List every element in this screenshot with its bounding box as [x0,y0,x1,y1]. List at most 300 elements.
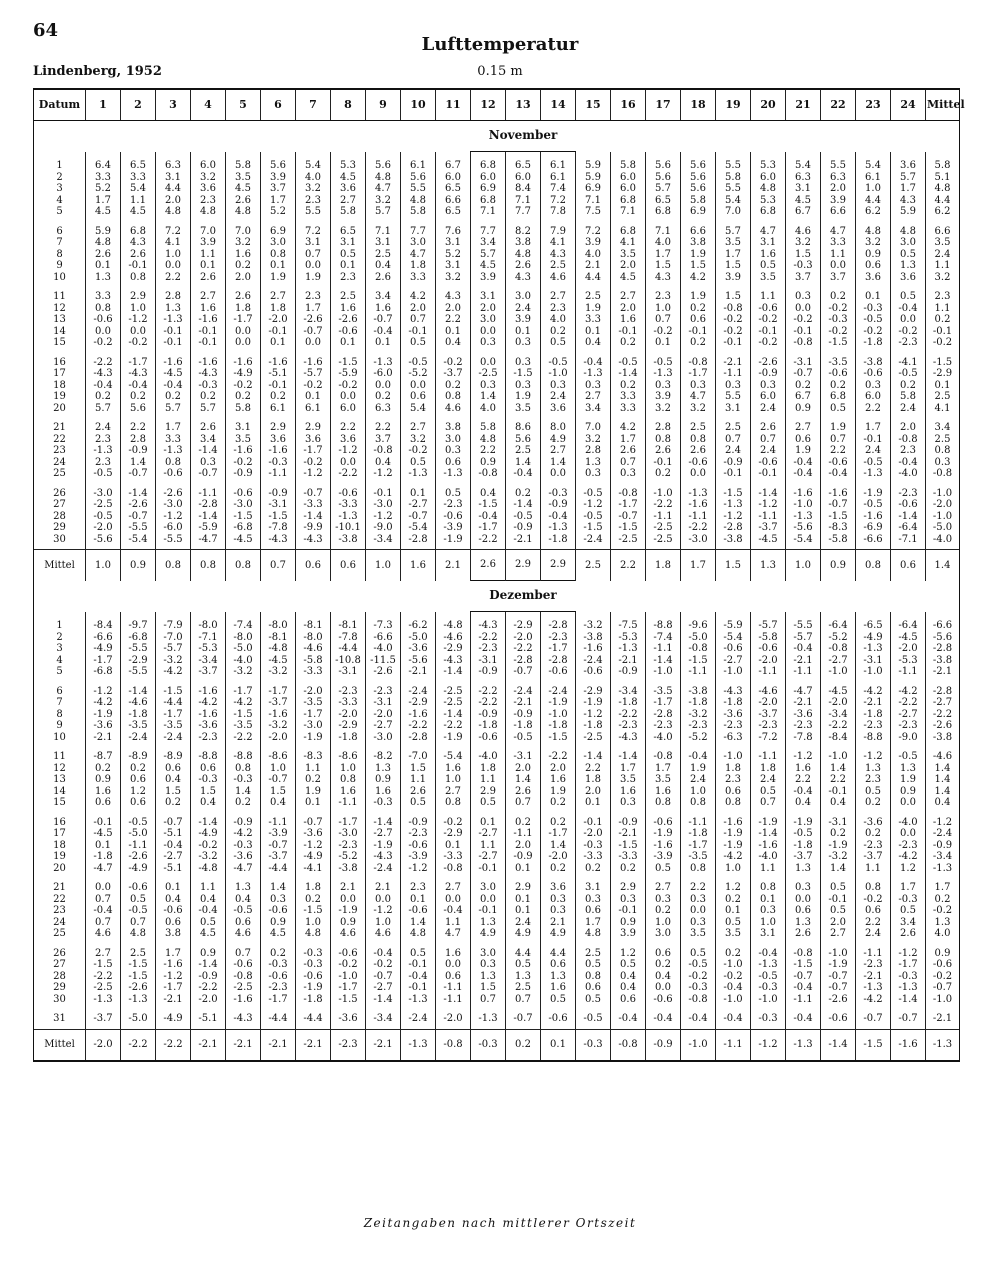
temperature-cell: -2.2 [471,697,506,709]
temperature-cell: -2.3 [786,720,821,732]
temperature-cell: 1.6 [331,303,366,315]
temperature-cell: -9.6 [681,620,716,632]
spacer-cell [191,1005,226,1013]
temperature-cell: -2.1 [611,655,646,667]
temperature-cell: 2.0 [891,422,926,434]
temperature-cell: 4.6 [331,928,366,940]
temperature-cell: -1.4 [121,686,156,698]
temperature-cell: -2.9 [121,655,156,667]
row-date: 19 [34,391,86,403]
temperature-cell: 5.7 [156,403,191,415]
temperature-cell: -3.6 [331,1013,366,1025]
spacer-cell [751,1005,786,1013]
temperature-cell: -2.4 [401,686,436,698]
temperature-cell: 3.2 [296,183,331,195]
temperature-cell: -0.7 [786,368,821,380]
temperature-cell: 0.5 [191,917,226,929]
temperature-cell: 3.9 [576,237,611,249]
mean-cell: -2.1 [191,1029,226,1061]
temperature-cell: 3.6 [856,272,891,284]
temperature-cell: 0.9 [786,403,821,415]
temperature-cell: 0.2 [226,391,261,403]
temperature-cell: 2.2 [786,774,821,786]
temperature-cell: -1.1 [786,994,821,1006]
temperature-cell: 1.9 [506,391,541,403]
temperature-cell: -3.7 [86,1013,121,1025]
temperature-cell: 1.3 [471,971,506,983]
spacer-cell [331,1005,366,1013]
temperature-cell: -0.1 [401,326,436,338]
temperature-cell: 0.1 [296,797,331,809]
temperature-cell: -2.9 [401,697,436,709]
temperature-cell: 1.7 [296,303,331,315]
temperature-cell: -1.9 [541,697,576,709]
spacer-cell [541,743,576,751]
temperature-cell: 2.3 [856,774,891,786]
temperature-cell: -1.0 [716,751,751,763]
spacer-cell [34,809,86,817]
temperature-cell: -1.3 [331,511,366,523]
temperature-cell: -1.9 [436,534,471,546]
temperature-cell: 2.1 [331,882,366,894]
mean-cell: -2.2 [156,1029,191,1061]
temperature-cell: 0.1 [86,260,121,272]
temperature-cell: 0.7 [471,994,506,1006]
temperature-cell: 0.1 [436,326,471,338]
spacer-cell [891,480,926,488]
temperature-cell: -0.4 [891,457,926,469]
temperature-cell: 4.6 [541,272,576,284]
spacer-cell [891,940,926,948]
temperature-cell: 5.8 [611,160,646,172]
temperature-cell: 0.3 [506,357,541,369]
temperature-cell: -2.2 [681,522,716,534]
temperature-cell: -0.2 [226,457,261,469]
table-row [34,499,960,511]
mean-cell: 0.9 [121,550,156,581]
row-date: 24 [34,457,86,469]
temperature-cell: 3.4 [366,291,401,303]
temperature-cell: 0.5 [401,337,436,349]
temperature-cell: 0.9 [611,917,646,929]
table-row [34,1013,960,1025]
temperature-cell: -1.5 [576,522,611,534]
temperature-cell: -0.2 [366,959,401,971]
temperature-cell: -4.7 [86,863,121,875]
spacer-cell [541,414,576,422]
temperature-cell: -1.3 [891,982,926,994]
temperature-cell: 1.9 [681,249,716,261]
temperature-cell: -5.2 [331,851,366,863]
temperature-cell: 0.2 [646,468,681,480]
temperature-cell: -0.9 [471,709,506,721]
temperature-cell: 1.3 [471,917,506,929]
temperature-cell: 0.1 [716,905,751,917]
temperature-cell: -0.2 [226,380,261,392]
table-row [34,488,960,500]
spacer-cell [821,874,856,882]
temperature-cell: 3.2 [226,237,261,249]
mean-cell: 0.9 [821,550,856,581]
temperature-cell: -2.9 [436,643,471,655]
temperature-cell: 5.7 [716,226,751,238]
temperature-cell: -3.9 [646,851,681,863]
temperature-cell: -7.0 [401,751,436,763]
temperature-cell: -4.7 [786,686,821,698]
temperature-cell: 2.3 [716,774,751,786]
temperature-cell: -0.2 [191,840,226,852]
temperature-cell: -5.1 [191,1013,226,1025]
row-date: 16 [34,817,86,829]
temperature-cell: 4.9 [541,928,576,940]
temperature-cell: 1.7 [646,763,681,775]
temperature-cell: 1.6 [786,763,821,775]
mean-cell: -1.0 [681,1029,716,1061]
row-date: 9 [34,260,86,272]
temperature-cell: -1.6 [576,643,611,655]
temperature-cell: -0.2 [681,971,716,983]
spacer-cell [261,874,296,882]
temperature-cell: 0.0 [471,894,506,906]
temperature-cell: 6.5 [121,160,156,172]
mean-cell: 0.1 [541,1029,576,1061]
temperature-cell: -1.5 [261,511,296,523]
temperature-cell: -3.2 [261,720,296,732]
table-row [34,905,960,917]
temperature-cell: 5.3 [331,160,366,172]
spacer-cell [226,874,261,882]
temperature-cell: -1.2 [786,751,821,763]
temperature-cell: -0.5 [646,357,681,369]
temperature-cell: 3.1 [576,882,611,894]
spacer-cell [86,678,121,686]
temperature-cell: 3.6 [541,403,576,415]
temperature-cell: 0.2 [261,391,296,403]
temperature-cell: -2.4 [121,732,156,744]
temperature-cell: -0.1 [716,468,751,480]
temperature-cell: -0.4 [576,357,611,369]
row-date: 5 [34,206,86,218]
temperature-cell: -0.7 [821,982,856,994]
spacer-row [34,218,960,226]
temperature-cell: -1.6 [261,445,296,457]
temperature-cell: -2.3 [681,720,716,732]
table-row [34,326,960,338]
temperature-cell: 1.1 [401,774,436,786]
temperature-cell: -0.7 [366,971,401,983]
temperature-cell: 0.7 [121,917,156,929]
spacer-cell [681,678,716,686]
temperature-cell: 3.3 [576,314,611,326]
temperature-cell: 3.8 [436,422,471,434]
temperature-cell: 0.6 [856,905,891,917]
temperature-cell: -1.1 [261,817,296,829]
spacer-cell [156,809,191,817]
spacer-cell [541,940,576,948]
temperature-cell: -0.4 [471,511,506,523]
temperature-cell: -4.5 [261,655,296,667]
temperature-cell: 7.2 [156,226,191,238]
temperature-cell: 1.0 [646,303,681,315]
spacer-cell [121,152,156,161]
temperature-cell: -0.7 [786,971,821,983]
temperature-cell: -0.6 [821,1013,856,1025]
temperature-cell: -3.6 [401,643,436,655]
spacer-cell [366,612,401,621]
temperature-cell: -1.1 [436,994,471,1006]
temperature-cell: 3.7 [366,434,401,446]
temperature-cell: -6.2 [401,620,436,632]
temperature-cell: 0.1 [506,863,541,875]
temperature-cell: 4.8 [296,928,331,940]
temperature-cell: 0.3 [611,468,646,480]
temperature-cell: -1.8 [471,720,506,732]
row-mean: 5.1 [926,172,960,184]
temperature-cell: -2.9 [506,620,541,632]
spacer-cell [226,809,261,817]
temperature-cell: 5.8 [891,391,926,403]
row-date: 25 [34,468,86,480]
temperature-cell: -0.7 [506,666,541,678]
temperature-cell: -4.5 [821,686,856,698]
temperature-cell: -1.4 [646,655,681,667]
temperature-cell: 3.1 [751,928,786,940]
temperature-cell: -1.1 [751,666,786,678]
temperature-cell: 4.8 [506,249,541,261]
temperature-cell: -0.9 [191,971,226,983]
temperature-cell: -0.3 [751,1013,786,1025]
spacer-cell [541,809,576,817]
temperature-cell: -1.1 [436,982,471,994]
spacer-cell [471,283,506,291]
spacer-cell [926,612,960,621]
row-mean: -0.2 [926,971,960,983]
temperature-cell: 2.4 [751,445,786,457]
temperature-cell: -3.8 [331,863,366,875]
temperature-cell: 0.4 [191,894,226,906]
temperature-cell: -0.2 [856,894,891,906]
spacer-cell [681,809,716,817]
temperature-cell: 7.0 [576,422,611,434]
temperature-cell: -5.5 [786,620,821,632]
temperature-cell: -0.3 [856,303,891,315]
temperature-cell: 4.2 [681,272,716,284]
temperature-cell: 2.5 [506,445,541,457]
temperature-cell: -2.4 [541,686,576,698]
temperature-cell: -1.5 [611,522,646,534]
temperature-cell: -1.8 [681,697,716,709]
temperature-cell: -1.6 [261,357,296,369]
temperature-cell: 2.2 [856,403,891,415]
spacer-cell [506,152,541,161]
temperature-cell: -1.4 [751,488,786,500]
temperature-cell: 3.2 [576,434,611,446]
temperature-cell: -1.9 [296,982,331,994]
row-date: 21 [34,882,86,894]
mean-cell: -2.1 [366,1029,401,1061]
temperature-cell: 3.8 [156,928,191,940]
station-year: Lindenberg, 1952 [33,64,162,79]
temperature-cell: -3.5 [156,720,191,732]
temperature-cell: 4.1 [611,237,646,249]
temperature-cell: -1.0 [716,666,751,678]
temperature-cell: -0.6 [261,905,296,917]
spacer-cell [156,612,191,621]
temperature-cell: 5.9 [576,172,611,184]
temperature-cell: 6.0 [751,391,786,403]
temperature-cell: -2.7 [891,709,926,721]
temperature-cell: 1.2 [716,882,751,894]
temperature-cell: 0.3 [471,380,506,392]
temperature-cell: 2.3 [191,195,226,207]
spacer-cell [471,349,506,357]
temperature-cell: 7.0 [191,226,226,238]
temperature-cell: -4.9 [226,368,261,380]
temperature-cell: 0.2 [191,391,226,403]
temperature-cell: -1.3 [156,445,191,457]
temperature-cell: 3.0 [891,237,926,249]
temperature-cell: -2.5 [86,982,121,994]
temperature-cell: -1.8 [576,720,611,732]
temperature-cell: -2.4 [156,732,191,744]
temperature-cell: -5.4 [121,534,156,546]
spacer-cell [541,612,576,621]
temperature-cell: -3.2 [821,851,856,863]
temperature-cell: -1.7 [471,522,506,534]
temperature-cell: -0.6 [156,905,191,917]
temperature-cell: -0.9 [261,488,296,500]
temperature-cell: -1.2 [296,468,331,480]
temperature-cell: 0.0 [296,337,331,349]
temperature-cell: 1.5 [191,786,226,798]
spacer-cell [856,480,891,488]
temperature-cell: 0.1 [401,488,436,500]
temperature-cell: 4.0 [576,249,611,261]
header-hour: 7 [296,89,331,121]
temperature-cell: 1.0 [681,786,716,798]
row-mean: -2.7 [926,697,960,709]
temperature-cell: -1.7 [646,697,681,709]
temperature-cell: 0.2 [821,291,856,303]
temperature-cell: 0.8 [226,763,261,775]
spacer-cell [191,743,226,751]
temperature-cell: 3.0 [471,948,506,960]
temperature-cell: 5.9 [86,226,121,238]
spacer-cell [821,218,856,226]
temperature-cell: -3.5 [226,720,261,732]
temperature-cell: -5.0 [121,1013,156,1025]
mean-cell: 0.6 [296,550,331,581]
temperature-cell: 2.4 [716,445,751,457]
temperature-cell: 7.1 [366,226,401,238]
row-date: 1 [34,620,86,632]
temperature-cell: 0.3 [646,894,681,906]
temperature-cell: 1.2 [121,786,156,798]
temperature-cell: 3.9 [261,172,296,184]
temperature-cell: -0.4 [366,326,401,338]
temperature-cell: 1.7 [611,763,646,775]
row-date: 20 [34,403,86,415]
temperature-cell: -0.1 [156,337,191,349]
temperature-cell: 0.2 [541,863,576,875]
temperature-cell: -3.0 [86,488,121,500]
temperature-cell: 0.1 [576,797,611,809]
temperature-cell: -5.8 [296,655,331,667]
spacer-cell [611,612,646,621]
temperature-cell: 1.6 [541,774,576,786]
temperature-cell: 3.1 [786,183,821,195]
spacer-cell [716,480,751,488]
temperature-cell: 5.4 [856,160,891,172]
temperature-cell: 3.7 [821,272,856,284]
temperature-cell: 5.4 [296,160,331,172]
temperature-cell: -3.6 [86,720,121,732]
table-row [34,655,960,667]
temperature-cell: -1.4 [436,666,471,678]
temperature-cell: 2.8 [156,291,191,303]
temperature-cell: 0.6 [786,905,821,917]
temperature-cell: 6.0 [856,391,891,403]
table-row [34,994,960,1006]
temperature-cell: -2.4 [576,655,611,667]
temperature-cell: 1.4 [541,457,576,469]
spacer-cell [891,743,926,751]
temperature-cell: -1.7 [86,655,121,667]
temperature-cell: -1.8 [541,720,576,732]
temperature-cell: -0.6 [471,732,506,744]
temperature-cell: 1.9 [681,763,716,775]
temperature-cell: -1.3 [401,468,436,480]
temperature-cell: -1.6 [856,511,891,523]
spacer-row [34,480,960,488]
spacer-cell [646,743,681,751]
spacer-cell [366,349,401,357]
temperature-cell: 6.1 [541,160,576,172]
temperature-cell: -0.5 [856,314,891,326]
temperature-cell: -7.8 [331,632,366,644]
temperature-cell: -3.0 [331,828,366,840]
temperature-cell: 6.5 [331,226,366,238]
temperature-cell: 4.8 [191,206,226,218]
temperature-cell: -1.4 [366,817,401,829]
temperature-cell: 3.5 [506,403,541,415]
temperature-cell: 8.2 [506,226,541,238]
temperature-cell: -0.3 [226,840,261,852]
spacer-cell [191,283,226,291]
mean-cell: -0.8 [611,1029,646,1061]
table-row [34,403,960,415]
table-row [34,709,960,721]
temperature-cell: 3.1 [436,260,471,272]
temperature-cell: -1.1 [121,840,156,852]
spacer-cell [506,218,541,226]
temperature-cell: 0.2 [856,797,891,809]
temperature-cell: 6.9 [261,226,296,238]
temperature-cell: 3.1 [716,403,751,415]
temperature-cell: 0.4 [226,894,261,906]
spacer-cell [926,152,960,161]
temperature-cell: -1.4 [611,368,646,380]
spacer-cell [856,874,891,882]
table-row [34,226,960,238]
temperature-cell: 2.6 [751,422,786,434]
temperature-cell: -3.1 [366,697,401,709]
temperature-cell: -0.9 [716,457,751,469]
temperature-cell: 1.4 [401,917,436,929]
temperature-cell: 0.0 [681,905,716,917]
table-row [34,422,960,434]
spacer-row [34,283,960,291]
